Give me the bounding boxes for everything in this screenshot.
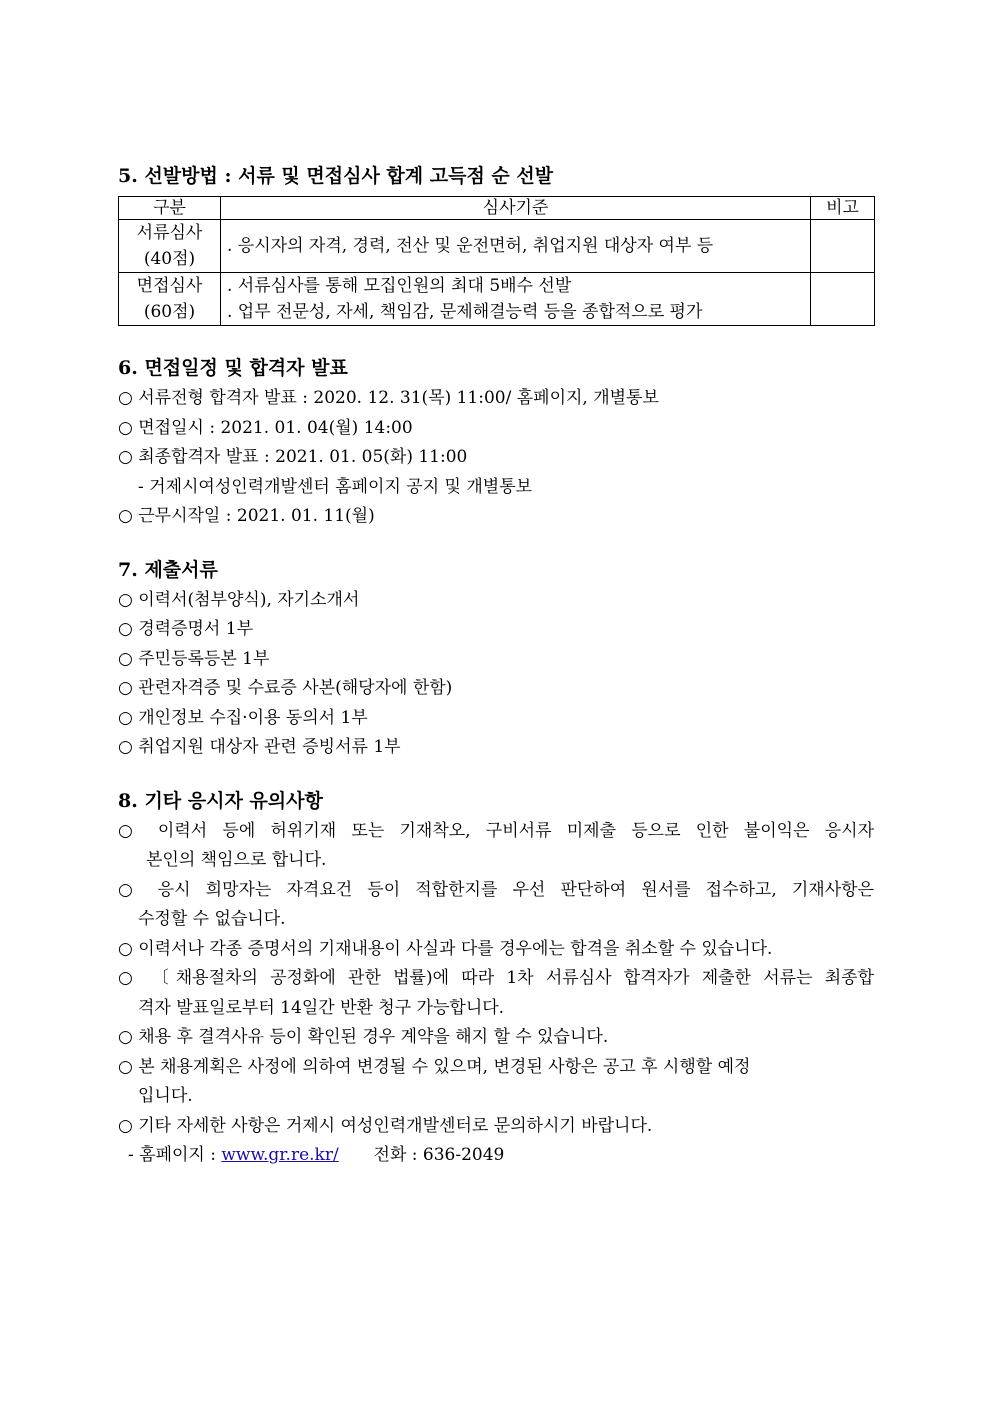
criteria-line: . 응시자의 자격, 경력, 전산 및 운전면허, 취업지원 대상자 여부 등 — [227, 236, 714, 256]
section-6-title: 6. 면접일정 및 합격자 발표 — [118, 357, 348, 379]
criteria-line: . 업무 전문성, 자세, 책임감, 문제해결능력 등을 종합적으로 평가 — [227, 302, 703, 322]
list-item: ○ 채용 후 결격사유 등이 확인된 경우 계약을 해지 할 수 있습니다. — [118, 1027, 609, 1047]
list-item: ○ 서류전형 합격자 발표 : 2020. 12. 31(목) 11:00/ 홈페이지, 개별통보 — [118, 388, 659, 408]
header-category: 구분 — [119, 197, 221, 220]
list-item: ○ 〔채용절차의 공정화에 관한 법률)에 따라 1차 서류심사 합격자가 제출한 서류는 최종합 — [118, 968, 874, 988]
list-item: ○ 이력서 등에 허위기재 또는 기재착오, 구비서류 미제출 등으로 인한 불이익은 응시자 — [118, 820, 874, 841]
row-category — [119, 220, 221, 273]
list-item: ○ 최종합격자 발표 : 2021. 01. 05(화) 11:00 — [118, 447, 468, 467]
list-item: ○ 관련자격증 및 수료증 사본(해당자에 한함) — [118, 678, 453, 698]
list-item: ○ 이력서나 각종 증명서의 기재내용이 사실과 다를 경우에는 합격을 취소할 수 있습니다. — [118, 938, 773, 959]
list-item: ○ 경력증명서 1부 — [118, 619, 253, 639]
list-item: ○ 개인정보 수집·이용 동의서 1부 — [118, 707, 368, 728]
list-item: ○ 이력서(첨부양식), 자기소개서 — [118, 589, 360, 610]
category-name: 서류심사 — [136, 223, 203, 243]
phone-number: 전화 : 636-2049 — [373, 1145, 505, 1165]
section-5-title: 5. 선발방법 : 서류 및 면접심사 합계 고득점 순 선발 — [118, 165, 554, 187]
list-item-sub: - 거제시여성인력개발센터 홈페이지 공지 및 개별통보 — [138, 476, 533, 497]
list-item: ○ 취업지원 대상자 관련 증빙서류 1부 — [118, 737, 401, 757]
list-item: ○ 기타 자세한 사항은 거제시 여성인력개발센터로 문의하시기 바랍니다. — [118, 1115, 653, 1136]
list-item-continuation: 수정할 수 없습니다. — [138, 909, 286, 929]
criteria-line: . 서류심사를 통해 모집인원의 최대 5배수 선발 — [227, 276, 572, 296]
section-7-title: 7. 제출서류 — [118, 558, 218, 581]
contact-line — [118, 1141, 874, 1171]
table-row — [119, 273, 875, 326]
list-item: ○ 본 채용계획은 사정에 의하여 변경될 수 있으며, 변경된 사항은 공고 후 시행할 예정 — [118, 1056, 751, 1077]
row-note — [811, 273, 875, 326]
header-criteria: 심사기준 — [221, 197, 811, 220]
list-item: ○ 주민등록등본 1부 — [118, 648, 270, 669]
table-row — [119, 220, 875, 273]
row-category — [119, 273, 221, 326]
homepage-label: - 홈페이지 : — [128, 1145, 216, 1165]
list-item-continuation: 본인의 책임으로 합니다. — [146, 850, 327, 870]
selection-criteria-table — [118, 196, 875, 326]
row-note — [811, 220, 875, 273]
header-note: 비고 — [811, 197, 875, 220]
row-criteria — [221, 273, 811, 326]
list-item: ○ 근무시작일 : 2021. 01. 11(월) — [118, 506, 375, 526]
category-points: (60점) — [143, 302, 196, 322]
table-header-row — [119, 197, 875, 220]
list-item-continuation: 입니다. — [138, 1086, 193, 1106]
list-item: ○ 면접일시 : 2021. 01. 04(월) 14:00 — [118, 417, 413, 438]
document-page — [118, 160, 874, 1171]
section-8-title: 8. 기타 응시자 유의사항 — [118, 789, 323, 812]
list-item: ○ 응시 희망자는 자격요건 등이 적합한지를 우선 판단하여 원서를 접수하고, 기재사항은 — [118, 879, 874, 900]
category-points: (40점) — [143, 249, 196, 269]
homepage-link[interactable]: www.gr.re.kr/ — [221, 1145, 339, 1165]
list-item-continuation: 격자 발표일로부터 14일간 반환 청구 가능합니다. — [138, 997, 505, 1018]
row-criteria — [221, 220, 811, 273]
category-name: 면접심사 — [136, 276, 203, 296]
